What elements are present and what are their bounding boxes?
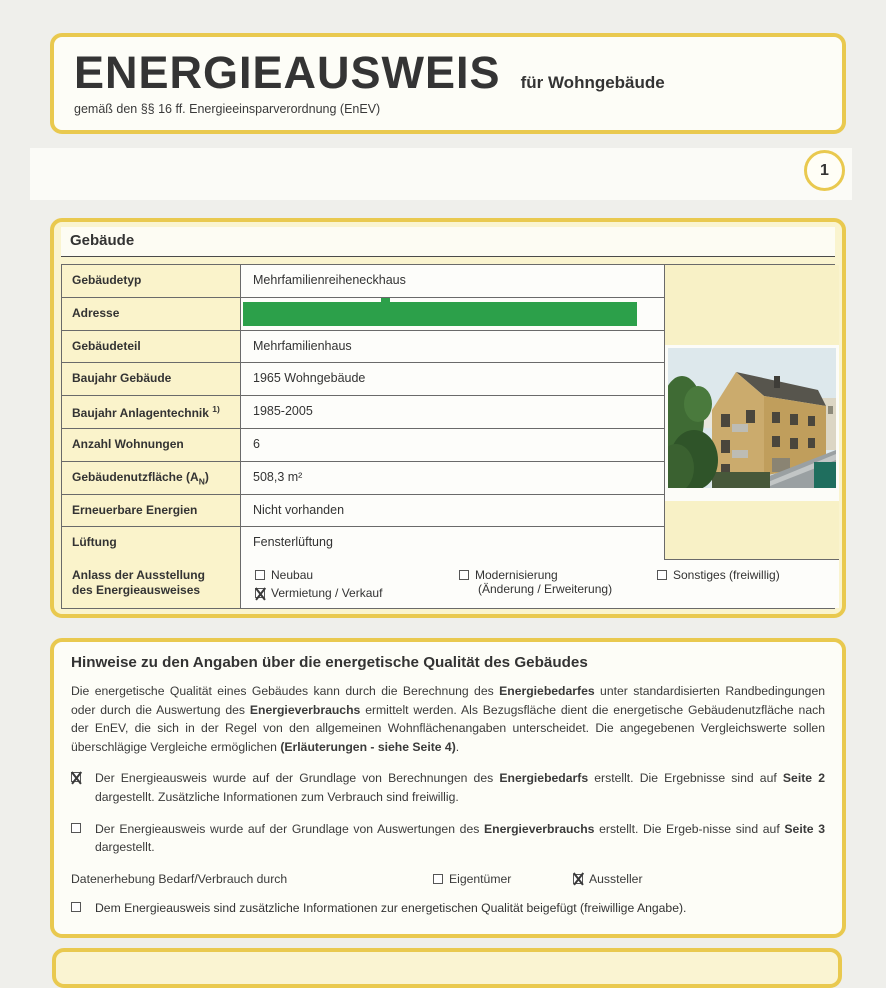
- row-label-anlass: [62, 560, 241, 608]
- row-label-erneuerbare-energien: Erneuerbare Energien: [62, 495, 241, 528]
- eigentuemer-checkbox[interactable]: [433, 874, 443, 884]
- intro-text: unter standardisierten Randbedingungen oder durch die Auswertung des: [71, 684, 825, 717]
- intro-text: .: [455, 739, 460, 754]
- subscript-n: N: [198, 476, 205, 487]
- bedarf-text: dargestellt. Zusätzliche Informationen zum Verbrauch sind freiwillig.: [95, 789, 459, 804]
- row-label-gebaeudenutzflaeche: [62, 462, 241, 495]
- datenerhebung-row: [71, 872, 825, 886]
- row-value-baujahr-anlagentechnik: 1985-2005: [241, 396, 664, 429]
- gebaeude-section: [50, 218, 846, 618]
- energiebedarf-checkbox[interactable]: [71, 772, 81, 782]
- neubau-checkbox[interactable]: [255, 570, 265, 580]
- verbrauch-check-item: [71, 820, 825, 857]
- eigentuemer-label: Eigentümer: [449, 871, 512, 886]
- aussteller-checkbox[interactable]: [573, 874, 583, 884]
- zusatz-item-text: Dem Energieausweis sind zusätzliche Informationen zur energetischen Qualität beigefügt (freiwillige Angabe).: [95, 900, 687, 915]
- row-label-adresse: Adresse: [62, 298, 241, 331]
- gebaeude-section-title: Gebäude: [61, 227, 835, 257]
- address-redaction-bar: [243, 302, 637, 326]
- verbrauch-bold-energieverbrauchs: Energieverbrauchs: [484, 821, 595, 836]
- verbrauch-text: dargestellt.: [95, 840, 155, 855]
- row-label-gebaeudeteil: Gebäudeteil: [62, 331, 241, 364]
- law-reference-line: gemäß den §§ 16 ff. Energieeinsparverordnung (EnEV): [74, 102, 381, 116]
- page-number: 1: [820, 161, 829, 179]
- intro-bold-erlaeuterungen: (Erläuterungen - siehe Seite 4): [280, 739, 456, 754]
- row-value-gebaeudeteil: Mehrfamilienhaus: [241, 331, 664, 364]
- intro-text: ermittelt werden. Als Bezugsfläche dient die energetische Gebäudenutzfläche nach der EnEV, die sich in der Regel von den allgemeinen Wohnflächenangaben unterscheidet. Die angegebenen Vergleichswerte sollen überschlägige Vergleiche ermöglichen: [71, 702, 825, 754]
- bedarf-bold-seite2: Seite 2: [782, 771, 825, 786]
- row-value-erneuerbare-energien: Nicht vorhanden: [241, 495, 664, 528]
- row-label-baujahr-anlagentechnik: [62, 396, 241, 429]
- row-label-anzahl-wohnungen: Anzahl Wohnungen: [62, 429, 241, 462]
- intro-bold-energiebedarfes: Energiebedarfes: [499, 684, 595, 698]
- zusatzinfo-checkbox[interactable]: [71, 902, 81, 912]
- vermietung-verkauf-label: Vermietung / Verkauf: [271, 586, 383, 601]
- row-value-lueftung: Fensterlüftung: [241, 527, 664, 560]
- intro-bold-energieverbrauchs: Energieverbrauchs: [249, 702, 361, 717]
- energieverbrauch-checkbox[interactable]: [71, 823, 81, 833]
- neubau-label: Neubau: [271, 568, 314, 583]
- verbrauch-text: erstellt. Die Ergeb-nisse sind auf: [594, 821, 785, 836]
- row-label-gebaeudetyp: Gebäudetyp: [62, 265, 241, 298]
- label-text: Baujahr Anlagentechnik: [72, 406, 209, 421]
- footnote-marker: 1): [212, 404, 220, 415]
- vermietung-verkauf-checkbox[interactable]: [255, 588, 265, 598]
- intro-text: Die energetische Qualität eines Gebäudes kann durch die Berechnung des: [71, 684, 500, 698]
- document-title-suffix: für Wohngebäude: [520, 73, 665, 92]
- bedarf-check-item: [71, 769, 825, 806]
- anlass-label-line1: Anlass der Ausstellung: [72, 568, 205, 583]
- bedarf-bold-energiebedarfs: Energiebedarfs: [499, 771, 589, 786]
- row-label-baujahr-gebaeude: Baujahr Gebäude: [62, 363, 241, 396]
- verbrauch-item-text: [95, 820, 825, 857]
- bedarf-text: erstellt. Die Ergebnisse sind auf: [588, 771, 783, 786]
- redaction-notch: [381, 298, 390, 303]
- anlass-label-line2: des Energieausweises: [72, 583, 201, 598]
- row-label-lueftung: Lüftung: [62, 527, 241, 560]
- header-box: [50, 33, 846, 134]
- label-text-end: ): [204, 469, 209, 484]
- building-photo: [668, 348, 836, 488]
- hinweise-section: [50, 638, 846, 938]
- building-photo-cell: [664, 265, 839, 560]
- sonstiges-checkbox[interactable]: [657, 570, 667, 580]
- label-text: Gebäudenutzfläche (A: [72, 469, 199, 484]
- blank-issuer-strip: [30, 148, 852, 200]
- modernisierung-label-line2: (Änderung / Erweiterung): [478, 582, 613, 597]
- datenerhebung-option-eigentuemer: [433, 872, 573, 886]
- anlass-option-sonstiges: [657, 568, 780, 582]
- datenerhebung-label: Datenerhebung Bedarf/Verbrauch durch: [71, 871, 288, 886]
- bedarf-text: Der Energieausweis wurde auf der Grundlage von Berechnungen des: [95, 771, 500, 786]
- anlass-option-neubau: [255, 568, 313, 582]
- hinweise-title: Hinweise zu den Angaben über die energetische Qualität des Gebäudes: [71, 654, 588, 671]
- modernisierung-checkbox[interactable]: [459, 570, 469, 580]
- row-value-gebaeudenutzflaeche: 508,3 m²: [241, 462, 664, 495]
- row-value-gebaeudetyp: Mehrfamilienreiheneckhaus: [241, 265, 664, 298]
- row-value-baujahr-gebaeude: 1965 Wohngebäude: [241, 363, 664, 396]
- photo-frame: [665, 345, 839, 501]
- verbrauch-bold-seite3: Seite 3: [784, 821, 825, 836]
- row-value-anzahl-wohnungen: 6: [241, 429, 664, 462]
- gebaeude-table: [61, 264, 835, 609]
- zusatz-check-item: [71, 899, 825, 918]
- modernisierung-label: Modernisierung: [475, 568, 558, 583]
- aussteller-label: Aussteller: [589, 871, 643, 886]
- row-value-adresse: [241, 298, 664, 331]
- sonstiges-label: Sonstiges (freiwillig): [673, 568, 780, 583]
- anlass-option-vermietung: [255, 586, 382, 600]
- hinweise-intro-paragraph: [71, 682, 825, 756]
- anlass-option-modernisierung: [459, 568, 612, 596]
- document-title: ENERGIEAUSWEIS: [74, 47, 501, 98]
- next-section-partial: [52, 948, 842, 988]
- page-number-badge: [804, 150, 845, 191]
- row-value-anlass: [241, 560, 839, 608]
- bedarf-item-text: [95, 769, 825, 806]
- verbrauch-text: Der Energieausweis wurde auf der Grundlage von Auswertungen des: [95, 821, 484, 836]
- datenerhebung-option-aussteller: [573, 872, 643, 886]
